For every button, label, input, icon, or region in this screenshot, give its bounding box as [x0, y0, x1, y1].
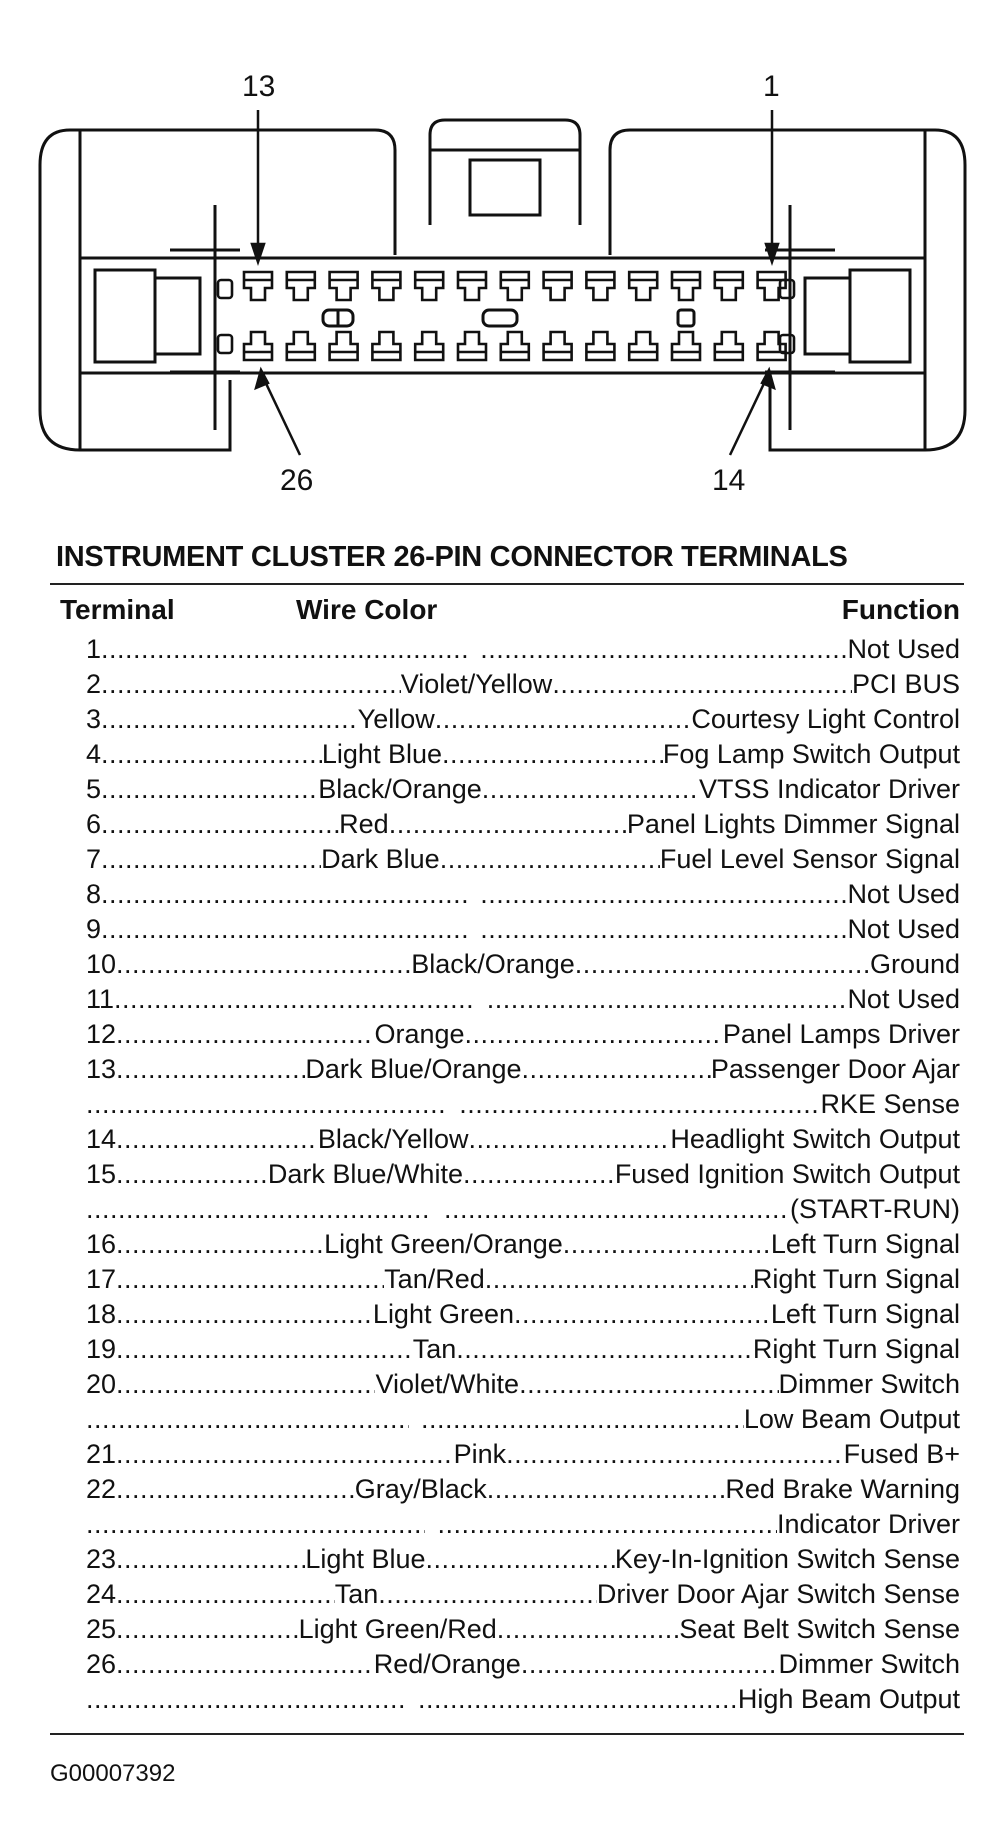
pin-top	[629, 272, 657, 300]
pin-top	[244, 272, 272, 300]
pin-bottom	[715, 332, 743, 360]
leader-dots	[468, 1122, 670, 1157]
leader-dots	[101, 807, 339, 842]
pin-top	[287, 272, 315, 300]
leader-dots	[116, 1542, 305, 1577]
leader-dots	[116, 1367, 375, 1402]
terminal-function: RKE Sense	[820, 1089, 960, 1119]
wire-color: Light Blue	[305, 1544, 426, 1574]
terminal-function: Low Beam Output	[743, 1404, 960, 1434]
terminal-function: Right Turn Signal	[752, 1334, 960, 1364]
terminal-number: 24	[86, 1579, 117, 1609]
table-row	[86, 1402, 960, 1437]
table-row	[86, 1647, 960, 1682]
terminal-number: 21	[86, 1439, 117, 1469]
terminal-function: Headlight Switch Output	[670, 1124, 960, 1154]
table-row	[86, 877, 960, 912]
terminal-function: Red Brake Warning	[725, 1474, 960, 1504]
terminal-number: 2	[86, 669, 102, 699]
pin-label-13: 13	[242, 70, 276, 103]
leader-dots	[463, 1157, 615, 1192]
table-row	[86, 1682, 960, 1717]
leader-dots	[116, 1332, 413, 1367]
table-row	[86, 1262, 960, 1297]
wire-color: Light Blue	[321, 739, 442, 769]
terminal-function: Fuel Level Sensor Signal	[659, 844, 960, 874]
leader-dots	[114, 982, 475, 1017]
leader-dots	[86, 1192, 432, 1227]
table-row	[86, 1612, 960, 1647]
terminal-function: Key-In-Ignition Switch Sense	[614, 1544, 960, 1574]
table-row	[86, 702, 960, 737]
terminal-function: Left Turn Signal	[770, 1229, 960, 1259]
table-row	[86, 737, 960, 772]
table-row	[86, 1192, 960, 1227]
pin-bottom	[287, 332, 315, 360]
leader-dots	[437, 1507, 776, 1542]
terminal-number: 7	[86, 844, 102, 874]
terminal-function: Left Turn Signal	[770, 1299, 960, 1329]
leader-dots	[116, 1472, 355, 1507]
wire-color: Light Green/Orange	[324, 1229, 563, 1259]
leader-dots	[442, 737, 663, 772]
leader-dots	[456, 1332, 753, 1367]
leader-dots	[506, 1437, 844, 1472]
table-row	[86, 772, 960, 807]
terminal-function: VTSS Indicator Driver	[698, 774, 960, 804]
table-row	[86, 1542, 960, 1577]
table-row	[86, 912, 960, 947]
right-housing-top	[610, 130, 775, 255]
leader-dots	[101, 702, 358, 737]
wire-color: Dark Blue	[321, 844, 440, 874]
wire-color: Orange	[374, 1019, 465, 1049]
pin-bottom	[372, 332, 400, 360]
leader-dots	[101, 737, 322, 772]
table-row	[86, 1507, 960, 1542]
leader-dots	[482, 772, 699, 807]
wire-color: Black/Yellow	[317, 1124, 469, 1154]
leader-dots	[101, 772, 318, 807]
pin-top	[586, 272, 614, 300]
terminal-number: 22	[86, 1474, 117, 1504]
pin-end-cap	[218, 280, 232, 298]
leader-dots	[86, 1682, 406, 1717]
wire-color: Dark Blue/Orange	[305, 1054, 522, 1084]
table-row	[86, 1122, 960, 1157]
wire-color: Black/Orange	[318, 774, 482, 804]
leader-dots	[444, 1192, 790, 1227]
wire-color: Light Green/Red	[298, 1614, 497, 1644]
terminal-function: Dimmer Switch	[778, 1649, 960, 1679]
terminal-number: 9	[86, 914, 102, 944]
leader-dots	[465, 1017, 723, 1052]
table-row	[86, 632, 960, 667]
leader-dots	[101, 912, 468, 947]
leader-dots	[116, 1122, 318, 1157]
terminal-function: Seat Belt Switch Sense	[679, 1614, 960, 1644]
left-housing	[40, 130, 235, 450]
terminal-number: 15	[86, 1159, 117, 1189]
terminal-number: 18	[86, 1299, 117, 1329]
terminal-function: PCI BUS	[851, 669, 960, 699]
leader-dots	[425, 1542, 614, 1577]
pin-bottom	[501, 332, 529, 360]
wire-color: Violet/White	[375, 1369, 520, 1399]
latch	[430, 120, 580, 225]
terminal-number: 1	[86, 634, 102, 664]
leader-dots	[116, 1647, 374, 1682]
leader-dots	[487, 1472, 726, 1507]
pin-end-cap	[218, 335, 232, 353]
connector-drawing	[0, 0, 1003, 520]
leader-dots	[440, 842, 660, 877]
terminal-function: Not Used	[847, 984, 960, 1014]
table-row	[86, 1087, 960, 1122]
wire-color: Violet/Yellow	[400, 669, 553, 699]
table-row	[86, 1297, 960, 1332]
document-id: G00007392	[50, 1760, 176, 1787]
pin-bottom	[415, 332, 443, 360]
leader-dots	[116, 1577, 335, 1612]
title-divider	[50, 583, 964, 585]
terminal-function: Panel Lamps Driver	[722, 1019, 960, 1049]
table-row	[86, 1472, 960, 1507]
leader-dots	[101, 667, 401, 702]
terminal-function: Courtesy Light Control	[691, 704, 960, 734]
connector-diagram	[0, 0, 1003, 520]
table-row	[86, 1017, 960, 1052]
leader-dots	[459, 1087, 820, 1122]
leader-dots	[116, 1297, 373, 1332]
terminal-number: 3	[86, 704, 102, 734]
pin-top	[544, 272, 572, 300]
pin-bottom	[629, 332, 657, 360]
terminal-number: 13	[86, 1054, 117, 1084]
terminal-function: (START-RUN)	[790, 1194, 960, 1224]
leader-dots	[480, 632, 847, 667]
leader-dots	[563, 1227, 771, 1262]
pin-top	[372, 272, 400, 300]
table-row	[86, 1052, 960, 1087]
table-title: INSTRUMENT CLUSTER 26-PIN CONNECTOR TERMINALS	[56, 541, 848, 573]
table-row	[86, 1577, 960, 1612]
pin-top	[330, 272, 358, 300]
terminal-number: 11	[86, 984, 115, 1014]
terminal-number: 6	[86, 809, 102, 839]
leader-dots	[116, 1612, 299, 1647]
leader-dots	[435, 702, 692, 737]
leader-dots	[497, 1612, 680, 1647]
terminal-number: 12	[86, 1019, 117, 1049]
wire-color: Red	[339, 809, 389, 839]
leader-dots	[421, 1402, 744, 1437]
leader-dots	[86, 1507, 425, 1542]
terminal-number: 23	[86, 1544, 117, 1574]
pin-top	[715, 272, 743, 300]
pin-bottom	[672, 332, 700, 360]
terminal-number: 25	[86, 1614, 117, 1644]
pin-label-26: 26	[280, 464, 314, 497]
leader-dots	[514, 1297, 771, 1332]
wire-color: Tan/Red	[384, 1264, 485, 1294]
pin-bottom	[244, 332, 272, 360]
wire-color: Pink	[453, 1439, 507, 1469]
terminal-function: Not Used	[847, 634, 960, 664]
wire-color: Light Green	[372, 1299, 515, 1329]
pin-top	[501, 272, 529, 300]
terminal-function: Not Used	[847, 914, 960, 944]
terminal-function: Fused Ignition Switch Output	[614, 1159, 960, 1189]
leader-dots	[552, 667, 852, 702]
pin-label-14: 14	[712, 464, 746, 497]
pin-bottom	[330, 332, 358, 360]
table-row	[86, 807, 960, 842]
leader-dots	[116, 1227, 324, 1262]
terminal-function: Indicator Driver	[776, 1509, 960, 1539]
terminal-number: 4	[86, 739, 102, 769]
leader-dots	[86, 1402, 409, 1437]
connector-body	[80, 258, 925, 373]
leader-dots	[116, 1262, 384, 1297]
leader-dots	[480, 877, 847, 912]
wire-color: Black/Orange	[411, 949, 575, 979]
bottom-divider	[50, 1733, 964, 1735]
leader-dots	[116, 1437, 454, 1472]
leader-dots	[116, 1017, 374, 1052]
table-row	[86, 1227, 960, 1262]
leader-dots	[575, 947, 870, 982]
table-row	[86, 1157, 960, 1192]
terminal-number: 5	[86, 774, 102, 804]
leader-dots	[101, 877, 468, 912]
wire-color: Yellow	[357, 704, 435, 734]
leader-dots	[389, 807, 627, 842]
terminal-function: Ground	[869, 949, 960, 979]
table-row	[86, 667, 960, 702]
header-terminal: Terminal	[60, 594, 175, 625]
leader-dots	[480, 912, 847, 947]
pin-top	[458, 272, 486, 300]
table-row	[86, 842, 960, 877]
wire-color: Tan	[334, 1579, 379, 1609]
leader-dots	[519, 1367, 778, 1402]
header-wire-color: Wire Color	[296, 594, 438, 625]
leader-dots	[101, 842, 321, 877]
terminal-number: 17	[86, 1264, 117, 1294]
wire-color: Dark Blue/White	[267, 1159, 463, 1189]
leader-dots	[485, 1262, 753, 1297]
terminal-number: 14	[86, 1124, 117, 1154]
terminal-function: Passenger Door Ajar	[710, 1054, 960, 1084]
terminal-function: Fused B+	[843, 1439, 960, 1469]
leader-dots	[86, 1087, 447, 1122]
terminal-function: Fog Lamp Switch Output	[662, 739, 960, 769]
leader-dots	[378, 1577, 597, 1612]
leader-dots	[101, 632, 468, 667]
wire-color: Red/Orange	[373, 1649, 521, 1679]
terminal-number: 8	[86, 879, 102, 909]
leader-dots	[521, 1647, 779, 1682]
pin-top	[415, 272, 443, 300]
pin-bottom	[586, 332, 614, 360]
pin-label-1: 1	[763, 70, 780, 103]
table-row	[86, 947, 960, 982]
leader-dots	[418, 1682, 738, 1717]
pin-bottom	[458, 332, 486, 360]
table-row	[86, 1437, 960, 1472]
right-housing	[770, 130, 965, 450]
terminal-function: Panel Lights Dimmer Signal	[626, 809, 960, 839]
pin-top	[672, 272, 700, 300]
leader-dots	[116, 947, 411, 982]
terminal-function: Right Turn Signal	[752, 1264, 960, 1294]
terminal-function: Not Used	[847, 879, 960, 909]
terminal-function: Driver Door Ajar Switch Sense	[596, 1579, 960, 1609]
leader-dots	[116, 1157, 268, 1192]
terminal-number: 26	[86, 1649, 117, 1679]
table-row	[86, 1367, 960, 1402]
terminal-number: 20	[86, 1369, 117, 1399]
leader-dots	[116, 1052, 305, 1087]
table-row	[86, 1332, 960, 1367]
terminal-number: 16	[86, 1229, 117, 1259]
terminal-function: Dimmer Switch	[778, 1369, 960, 1399]
leader-dots	[522, 1052, 711, 1087]
wire-color: Tan	[412, 1334, 457, 1364]
terminal-table	[86, 632, 960, 1717]
header-function: Function	[841, 594, 960, 625]
terminal-number: 10	[86, 949, 117, 979]
terminal-number: 19	[86, 1334, 117, 1364]
pin-bottom	[544, 332, 572, 360]
table-row	[86, 982, 960, 1017]
terminal-function: High Beam Output	[737, 1684, 960, 1714]
leader-dots	[487, 982, 848, 1017]
wire-color: Gray/Black	[354, 1474, 487, 1504]
